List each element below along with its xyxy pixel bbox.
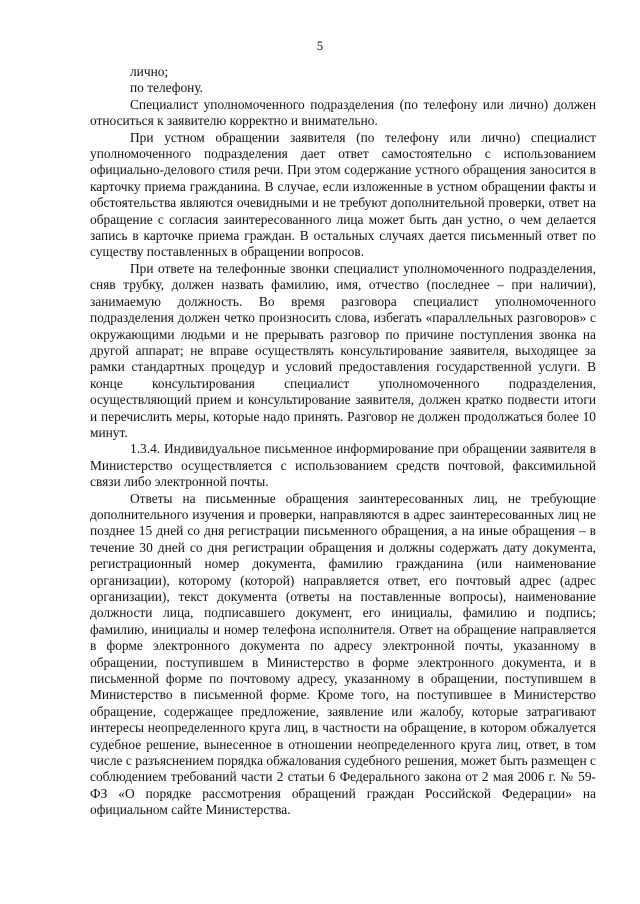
paragraph-oral-appeal: При устном обращении заявителя (по телефону или лично) специалист уполномоченного подразделения дает ответ самостоятельно с использованием официально-делового стиля речи. При этом содержание устного обращения заносится в карточку приема гражданина. В случае, если изложенные в устном обращении факты и обстоятельства являются очевидными и не требуют дополнительной проверки, ответ на обращение с согласия заинтересованного лица может быть дан устно, о чем делается запись в карточке приема граждан. В остальных случаях дается письменный ответ по существу поставленных в обращении вопросов. bbox=[90, 129, 596, 260]
paragraph-phone-calls: При ответе на телефонные звонки специалист уполномоченного подразделения, сняв трубку, должен назвать фамилию, имя, отчество (последнее – при наличии), занимаемую должность. Во время разговора специалист уполномоченного подразделения должен четко произносить слова, избегать «параллельных разговоров» с окружающими людьми и не прерывать разговор по причине поступления звонка на другой аппарат; не вправе осуществлять консультирование заявителя, выходящее за рамки стандартных процедур и условий предоставления государственной услуги. В конце консультирования специалист уполномоченного подразделения, осуществляющий прием и консультирование заявителя, должен кратко подвести итоги и перечислить меры, которые надо принять. Разговор не должен продолжаться более 10 минут. bbox=[90, 260, 596, 440]
paragraph-specialist-attitude: Специалист уполномоченного подразделения (по телефону или лично) должен относиться к заявителю корректно и внимательно. bbox=[90, 96, 596, 129]
paragraph-list-item-by-phone: по телефону. bbox=[130, 80, 204, 96]
paragraph-section-1-3-4: 1.3.4. Индивидуальное письменное информирование при обращении заявителя в Министерство осуществляется с использованием средств почтовой, факсимильной связи либо электронной почты. bbox=[90, 441, 596, 490]
document-body bbox=[90, 64, 596, 819]
paragraph-list-item-in-person: лично; bbox=[130, 64, 169, 79]
page-number: 5 bbox=[316, 39, 324, 53]
paragraph-written-answers: Ответы на письменные обращения заинтересованных лиц, не требующие дополнительного изучения и проверки, направляются в адрес заинтересованных лиц не позднее 15 дней со дня регистрации письменного обращения, а на иные обращения – в течение 30 дней со дня регистрации обращения и должны содержать дату документа, регистрационный номер документа, фамилию гражданина (или наименование организации), которому (которой) направляется ответ, его почтовый адрес (адрес организации), текст документа (ответы на поставленные вопросы), наименование должности лица, подписавшего документ, его инициалы, фамилию и подпись; фамилию, инициалы и номер телефона исполнителя. Ответ на обращение направляется в форме электронного документа по адресу электронной почты, указанному в обращении, поступившем в Министерство в форме электронного документа, и в письменной форме по почтовому адресу, указанному в обращении, поступившем в Министерство в письменной форме. Кроме того, на поступившее в Министерство обращение, содержащее предложение, заявление или жалобу, которые затрагивают интересы неопределенного круга лиц, в частности на обращение, в котором обжалуется судебное решение, вынесенное в отношении неопределенного круга лиц, ответ, в том числе с разъяснением порядка обжалования судебного решения, может быть размещен с соблюдением требований части 2 статьи 6 Федерального закона от 2 мая 2006 г. № 59-ФЗ «О порядке рассмотрения обращений граждан Российской Федерации» на официальном сайте Министерства. bbox=[90, 490, 596, 818]
